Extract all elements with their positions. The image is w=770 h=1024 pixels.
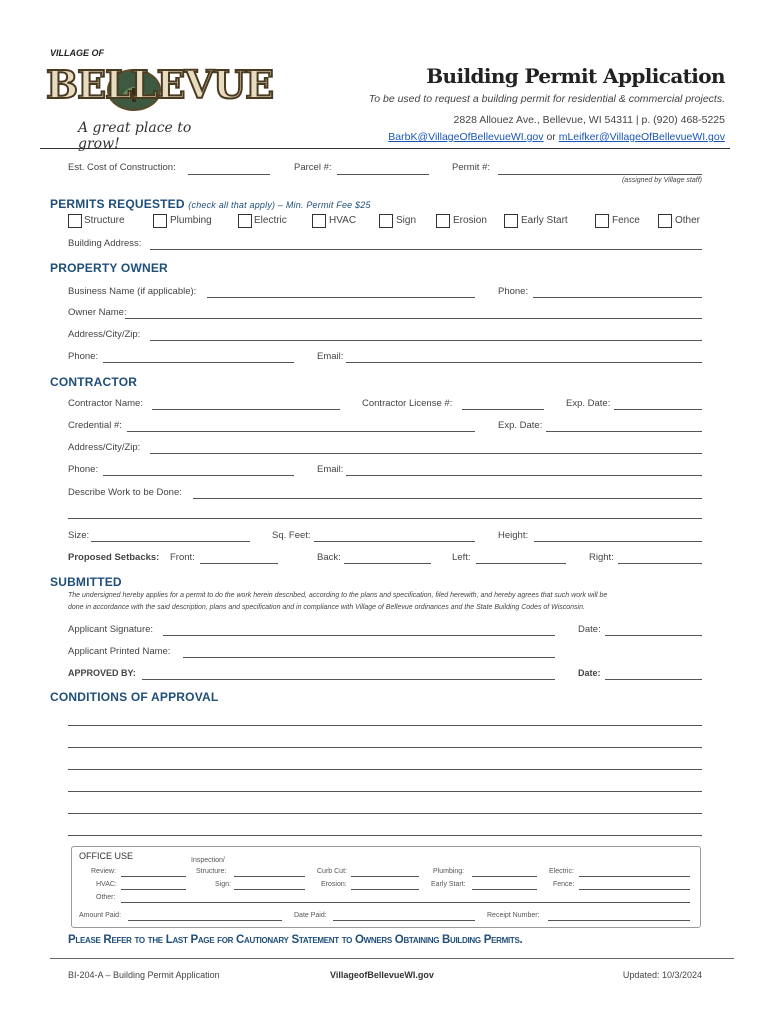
office-fence-field[interactable]: [579, 889, 690, 890]
checkbox-fence[interactable]: [595, 214, 609, 228]
setback-right-label: Right:: [589, 552, 614, 563]
logo-village-of: VILLAGE OF: [50, 48, 104, 58]
submitted-text-2: done in accordance with the said description, plans and specification and in compliance with Village of Bellevue ordinances and the State Building Codes of Wisconsin.: [68, 604, 585, 611]
owner-name-field[interactable]: [125, 318, 702, 319]
office-sign-field[interactable]: [234, 889, 305, 890]
contractor-license-field[interactable]: [462, 409, 544, 410]
setbacks-label: Proposed Setbacks:: [68, 552, 160, 563]
village-logo: [44, 46, 274, 152]
option-fence-label: Fence: [612, 215, 640, 226]
checkbox-erosion[interactable]: [436, 214, 450, 228]
logo-tagline: A great place to grow!: [78, 120, 192, 152]
approved-date-field[interactable]: [605, 679, 702, 680]
setback-front-label: Front:: [170, 552, 195, 563]
owner-address-field[interactable]: [150, 340, 702, 341]
page-title: Building Permit Application: [426, 64, 725, 88]
signature-date-field[interactable]: [605, 635, 702, 636]
footer-form-id: BI-204-A – Building Permit Application: [68, 970, 220, 980]
work-description-field[interactable]: [193, 498, 702, 499]
contractor-license-label: Contractor License #:: [362, 398, 453, 409]
credential-exp-label: Exp. Date:: [498, 420, 543, 431]
permits-heading-note: (check all that apply) – Min. Permit Fee $25: [188, 200, 371, 210]
office-early-start-field[interactable]: [472, 889, 537, 890]
contractor-name-field[interactable]: [152, 409, 340, 410]
office-structure-field[interactable]: [234, 876, 305, 877]
setback-back-label: Back:: [317, 552, 341, 563]
contractor-phone-label: Phone:: [68, 464, 99, 475]
office-review-field[interactable]: [121, 876, 186, 877]
office-erosion-label: Erosion:: [321, 881, 347, 888]
footer-site[interactable]: VillageofBellevueWI.gov: [330, 970, 434, 980]
office-fence-label: Fence:: [553, 881, 575, 888]
office-curb-cut-field[interactable]: [351, 876, 419, 877]
owner-heading: PROPERTY OWNER: [50, 261, 168, 275]
size-field[interactable]: [91, 541, 250, 542]
office-curb-cut-label: Curb Cut:: [317, 868, 347, 875]
setback-back-field[interactable]: [344, 563, 431, 564]
footer-divider: [50, 958, 734, 959]
work-description-field-2[interactable]: [68, 518, 702, 519]
setback-front-field[interactable]: [200, 563, 278, 564]
checkbox-hvac[interactable]: [312, 214, 326, 228]
office-date-paid-label: Date Paid:: [294, 912, 327, 919]
owner-address-label: Address/City/Zip:: [68, 329, 141, 340]
office-amount-paid-label: Amount Paid:: [79, 912, 122, 919]
parcel-label: Parcel #:: [294, 162, 332, 173]
business-name-label: Business Name (if applicable):: [68, 286, 197, 297]
credential-label: Credential #:: [68, 420, 122, 431]
owner-phone-right-label: Phone:: [498, 286, 529, 297]
office-early-start-label: Early Start:: [431, 881, 466, 888]
contractor-heading: CONTRACTOR: [50, 375, 138, 389]
cautionary-notice: Please Refer to the Last Page for Cautionary Statement to Owners Obtaining Building Permits.: [68, 934, 523, 946]
submitted-text-1: The undersigned hereby applies for a permit to do the work herein described, according to the plans and specification, filed herewith, and hereby agrees that such work will be: [68, 592, 608, 599]
building-address-field[interactable]: [150, 249, 702, 250]
checkbox-electric[interactable]: [238, 214, 252, 228]
conditions-line-6[interactable]: [68, 835, 702, 836]
conditions-line-3[interactable]: [68, 769, 702, 770]
office-other-label: Other:: [96, 894, 116, 901]
office-receipt-field[interactable]: [548, 920, 690, 921]
size-label: Size:: [68, 530, 90, 541]
submitted-heading: SUBMITTED: [50, 575, 122, 589]
contractor-phone-field[interactable]: [103, 475, 294, 476]
printed-name-label: Applicant Printed Name:: [68, 646, 171, 657]
option-electric-label: Electric: [254, 215, 287, 226]
permit-label: Permit #:: [452, 162, 491, 173]
office-hvac-label: HVAC:: [96, 881, 117, 888]
checkbox-structure[interactable]: [68, 214, 82, 228]
setback-left-label: Left:: [452, 552, 471, 563]
signature-label: Applicant Signature:: [68, 624, 154, 635]
checkbox-sign[interactable]: [379, 214, 393, 228]
office-receipt-label: Receipt Number:: [487, 912, 540, 919]
village-address: 2828 Allouez Ave., Bellevue, WI 54311 | p. (920) 468-5225: [453, 114, 725, 126]
office-hvac-field[interactable]: [121, 889, 186, 890]
header-divider: [40, 148, 730, 149]
email-link-leifker[interactable]: mLeifker@VillageOfBellevueWI.gov: [558, 131, 725, 143]
license-exp-field[interactable]: [614, 409, 702, 410]
contractor-email-field[interactable]: [346, 475, 702, 476]
setback-right-field[interactable]: [618, 563, 702, 564]
page-subtitle: To be used to request a building permit for residential & commercial projects.: [368, 93, 725, 105]
email-or: or: [546, 131, 556, 143]
option-plumbing-label: Plumbing: [170, 215, 212, 226]
height-field[interactable]: [534, 541, 702, 542]
conditions-line-1[interactable]: [68, 725, 702, 726]
sqft-label: Sq. Feet:: [272, 530, 311, 541]
office-other-field[interactable]: [121, 902, 690, 903]
work-description-label: Describe Work to be Done:: [68, 487, 182, 498]
credential-field[interactable]: [127, 431, 475, 432]
option-early-start-label: Early Start: [521, 215, 568, 226]
logo-name: BELLEVUE: [46, 62, 274, 107]
parcel-field[interactable]: [337, 174, 429, 175]
checkbox-other[interactable]: [658, 214, 672, 228]
owner-phone-right-field[interactable]: [533, 297, 702, 298]
office-erosion-field[interactable]: [351, 889, 419, 890]
email-link-barbk[interactable]: BarbK@VillageOfBellevueWI.gov: [388, 131, 544, 143]
license-exp-label: Exp. Date:: [566, 398, 611, 409]
office-structure-label: Structure:: [196, 868, 227, 875]
office-amount-paid-field[interactable]: [128, 920, 282, 921]
contractor-email-label: Email:: [317, 464, 344, 475]
sqft-field[interactable]: [314, 541, 475, 542]
checkbox-plumbing[interactable]: [153, 214, 167, 228]
building-address-label: Building Address:: [68, 238, 142, 249]
permit-note: (assigned by Village staff): [621, 177, 702, 184]
office-plumbing-label: Plumbing:: [433, 868, 465, 875]
owner-phone-field[interactable]: [103, 362, 294, 363]
owner-email-field[interactable]: [346, 362, 702, 363]
signature-field[interactable]: [163, 635, 555, 636]
approved-by-label: APPROVED BY:: [68, 668, 136, 678]
office-use-box: [71, 846, 701, 928]
footer-updated: Updated: 10/3/2024: [622, 970, 702, 980]
office-inspection-label: Inspection/: [191, 857, 225, 864]
height-label: Height:: [498, 530, 529, 541]
credential-exp-field[interactable]: [546, 431, 702, 432]
office-plumbing-field[interactable]: [472, 876, 537, 877]
conditions-line-5[interactable]: [68, 813, 702, 814]
contractor-name-label: Contractor Name:: [68, 398, 143, 409]
est-cost-label: Est. Cost of Construction:: [68, 162, 176, 173]
setback-left-field[interactable]: [476, 563, 566, 564]
conditions-heading: CONDITIONS OF APPROVAL: [50, 690, 219, 704]
business-name-field[interactable]: [207, 297, 475, 298]
permits-heading: PERMITS REQUESTED (check all that apply) – Min. Permit Fee $25: [50, 197, 371, 211]
office-use-heading: OFFICE USE: [79, 851, 134, 861]
approved-by-field[interactable]: [142, 679, 555, 680]
checkbox-early-start[interactable]: [504, 214, 518, 228]
owner-email-label: Email:: [317, 351, 344, 362]
printed-name-field[interactable]: [183, 657, 555, 658]
owner-phone-label: Phone:: [68, 351, 99, 362]
option-structure-label: Structure: [84, 215, 125, 226]
office-review-label: Review:: [91, 868, 116, 875]
permit-field[interactable]: [498, 174, 702, 175]
est-cost-field[interactable]: [188, 174, 270, 175]
signature-date-label: Date:: [578, 624, 601, 635]
contact-emails: [388, 131, 725, 143]
owner-name-label: Owner Name:: [68, 307, 127, 318]
office-electric-label: Electric:: [549, 868, 574, 875]
option-hvac-label: HVAC: [329, 215, 357, 226]
approved-date-label: Date:: [578, 668, 601, 678]
office-date-paid-field[interactable]: [333, 920, 475, 921]
office-electric-field[interactable]: [579, 876, 690, 877]
option-erosion-label: Erosion: [453, 215, 487, 226]
contractor-address-field[interactable]: [150, 453, 702, 454]
option-sign-label: Sign: [396, 215, 417, 226]
conditions-line-2[interactable]: [68, 747, 702, 748]
contractor-address-label: Address/City/Zip:: [68, 442, 141, 453]
option-other-label: Other: [675, 215, 701, 226]
office-sign-label: Sign:: [215, 881, 231, 888]
conditions-line-4[interactable]: [68, 791, 702, 792]
